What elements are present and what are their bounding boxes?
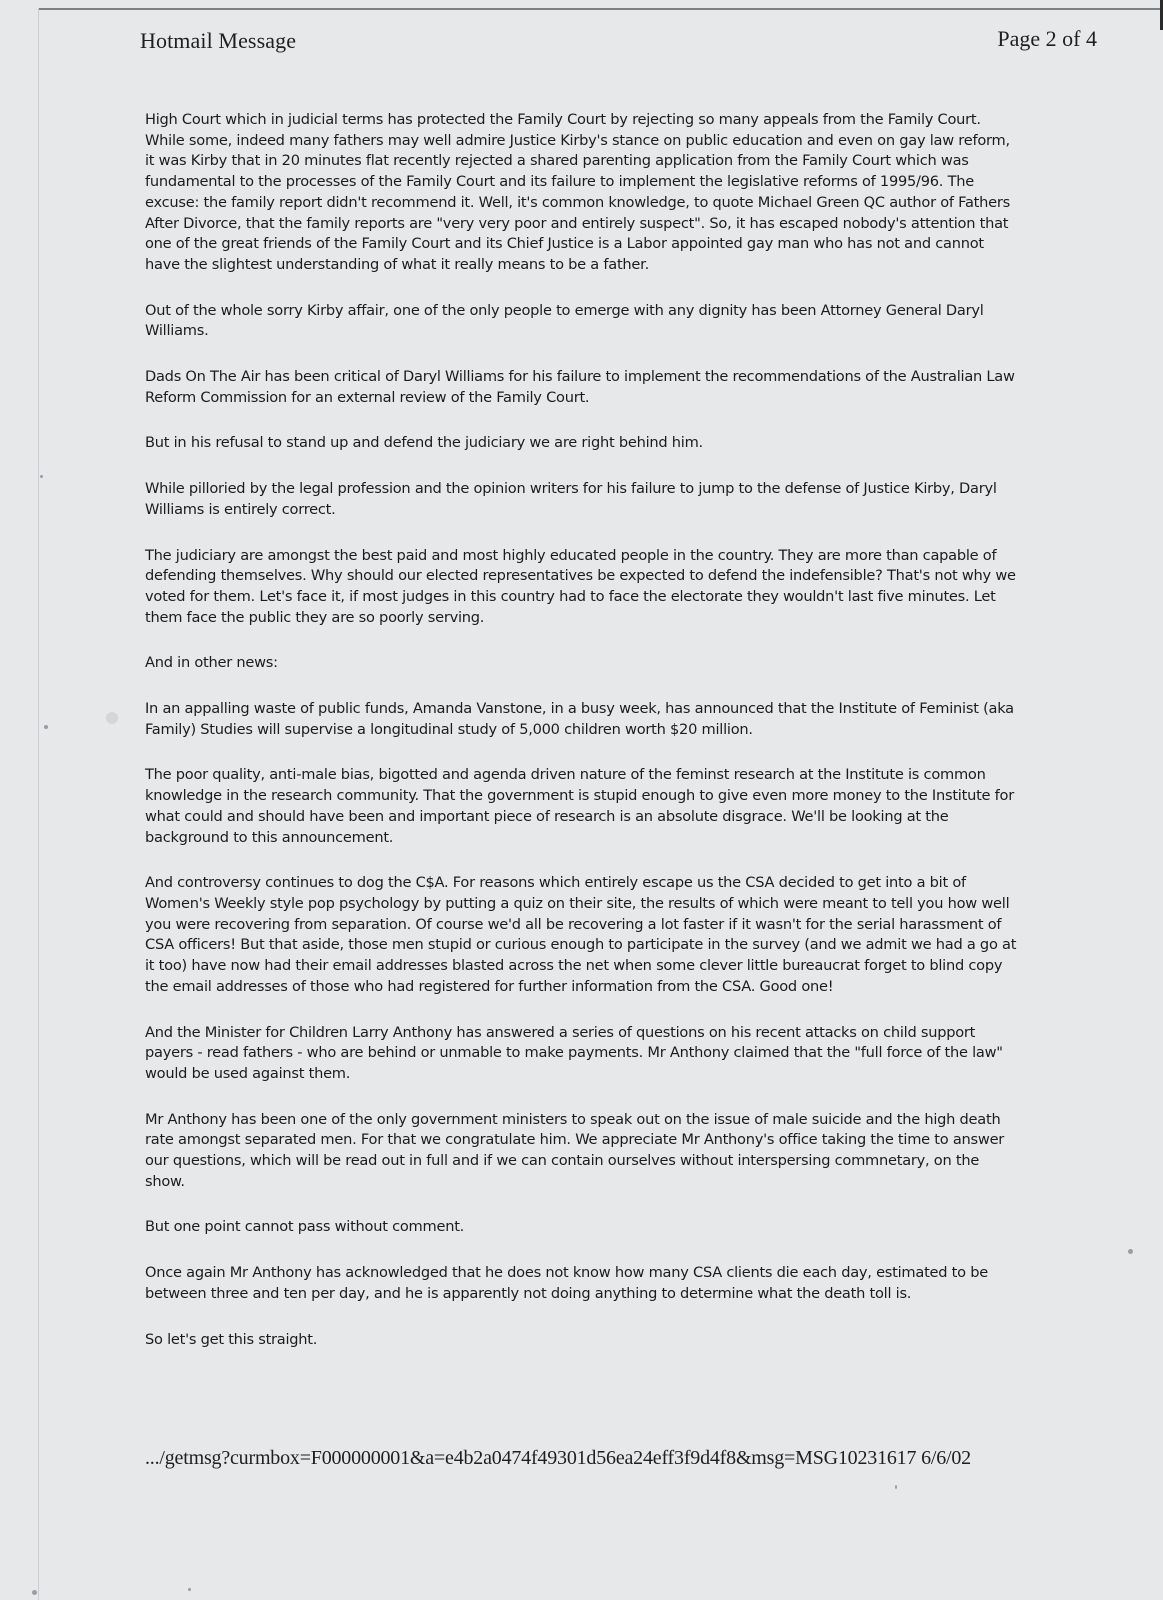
scan-speck (1128, 1249, 1133, 1254)
paragraph: But one point cannot pass without comment. (145, 1218, 465, 1236)
paragraph: And the Minister for Children Larry Anthony has answered a series of questions on his recent attacks on child support payers - read fathers - who are behind or unmable to make payments. Mr Anthony claimed that the "full force of the law" would be used against them. (145, 1023, 1003, 1082)
paragraph: Dads On The Air has been critical of Daryl Williams for his failure to implement the recommendations of the Australian Law Reform Commission for an external review of the Family Court. (145, 368, 1015, 406)
scan-speck (106, 712, 118, 724)
header-title: Hotmail Message (140, 28, 297, 53)
paragraph: High Court which in judicial terms has protected the Family Court by rejecting so many appeals from the Family Court. While some, indeed many fathers may well admire Justice Kirby's stance on public education and even on gay law reform, it was Kirby that in 20 minutes flat recently rejected a shared parenting application from the Family Court which was fundamental to the processes of the Family Court and its failure to implement the legislative reforms of 1995/96. The excuse: the family report didn't recommend it. Well, it's common knowledge, to quote Michael Green QC author of Fathers After Divorce, that the family reports are "very very poor and entirely suspect". So, it has escaped nobody's attention that one of the great friends of the Family Court and its Chief Justice is a Labor appointed gay man who has not and cannot have the slightest understanding of what it really means to be a father. (145, 111, 1010, 273)
scan-speck (32, 1590, 37, 1595)
scan-speck (44, 725, 48, 729)
paragraph: In an appalling waste of public funds, Amanda Vanstone, in a busy week, has announced that the Institute of Feminist (aka Family) Studies will supervise a longitudinal study of 5,000 children worth $20 million. (145, 700, 1014, 738)
scan-speck (40, 475, 43, 478)
paragraph: The judiciary are amongst the best paid and most highly educated people in the country. They are more than capable of defending themselves. Why should our elected representatives be expected to defend the indefensible? That's not why we voted for them. Let's face it, if most judges in this country had to face the electorate they wouldn't last five minutes. Let them face the public they are so poorly serving. (145, 546, 1016, 626)
paragraph: While pilloried by the legal profession and the opinion writers for his failure to jump to the defense of Justice Kirby, Daryl Williams is entirely correct. (145, 480, 997, 518)
scan-speck (188, 1588, 191, 1591)
message-body (145, 110, 1020, 1375)
paragraph: And controversy continues to dog the C$A. For reasons which entirely escape us the CSA decided to get into a bit of Women's Weekly style pop psychology by putting a quiz on their site, the results of which were meant to tell you how well you were recovering from separation. Of course we'd all be recovering a lot faster if it wasn't for the serial harassment of CSA officers! But that aside, those men stupid or curious enough to participate in the survey (and we admit we had a go at it too) have now had their email addresses blasted across the net when some clever little bureaucrat forget to blind copy the email addresses of those who had registered for further information from the CSA. Good one! (145, 874, 1017, 995)
paragraph: But in his refusal to stand up and defend the judiciary we are right behind him. (145, 434, 703, 452)
scan-speck (895, 1485, 897, 1489)
paragraph: The poor quality, anti-male bias, bigotted and agenda driven nature of the feminst research at the Institute is common knowledge in the research community. That the government is stupid enough to give even more money to the Institute for what could and should have been and important piece of research is an absolute disgrace. We'll be looking at the background to this announcement. (145, 766, 1014, 846)
paragraph: Out of the whole sorry Kirby affair, one of the only people to emerge with any dignity has been Attorney General Daryl Williams. (145, 301, 984, 340)
footer-url: .../getmsg?curmbox=F000000001&a=e4b2a0474f49301d56ea24eff3f9d4f8&msg=MSG1023161​7 6/6/02 (145, 1447, 971, 1469)
paragraph: And in other news: (145, 654, 278, 672)
paragraph: Once again Mr Anthony has acknowledged that he does not know how many CSA clients die each day, estimated to be between three and ten per day, and he is apparently not doing anything to determine what the death toll is. (145, 1264, 988, 1302)
paragraph: So let's get this straight. (145, 1330, 318, 1348)
page-indicator: Page 2 of 4 (997, 26, 1097, 51)
paragraph: Mr Anthony has been one of the only government ministers to speak out on the issue of male suicide and the high death rate amongst separated men. For that we congratulate him. We appreciate Mr Anthony's office taking the time to answer our questions, which will be read out in full and if we can contain ourselves without interspersing commnetary, on the show. (145, 1110, 1005, 1190)
